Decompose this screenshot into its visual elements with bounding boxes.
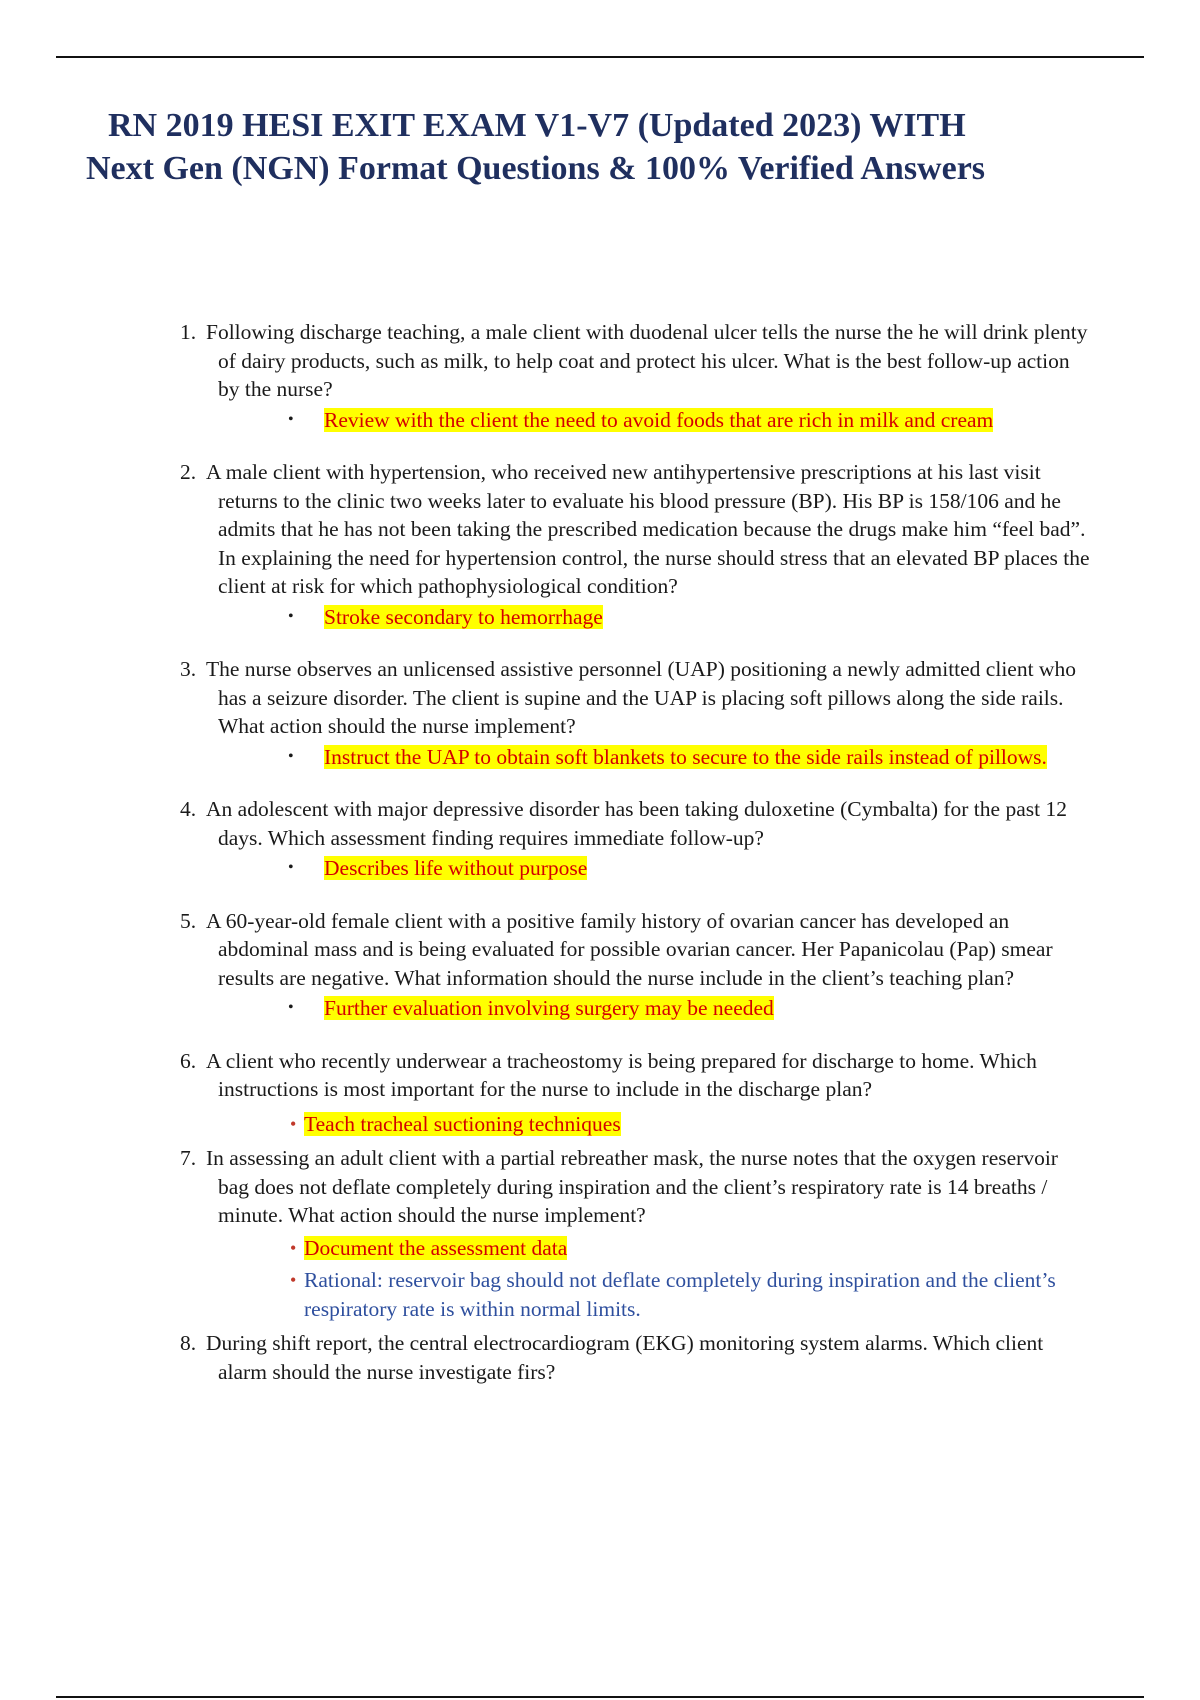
rationale-item [290, 1266, 1090, 1323]
question-2 [180, 458, 1090, 631]
answer-list [218, 854, 1090, 883]
answer-list [218, 406, 1090, 435]
question-number: 3. [180, 657, 197, 681]
question-text: A client who recently underwear a tracheostomy is being prepared for discharge to home. Which instructions is most important for the nurse to include in the discharge plan? [206, 1048, 1037, 1101]
question-8 [180, 1329, 1090, 1386]
question-number: 6. [180, 1048, 197, 1073]
answer-item [288, 406, 1090, 435]
question-text: The nurse observes an unlicensed assistive personnel (UAP) positioning a newly admitted client who has a seizure disorder. The client is supine and the UAP is placing soft pillows along the side rails. What action should the nurse implement? [206, 657, 1076, 738]
answer-item [288, 743, 1090, 772]
title-line-2: Next Gen (NGN) Format Questions & 100% Verified Answers [86, 150, 986, 187]
question-number: 4. [180, 797, 197, 821]
question-number: 1. [180, 320, 197, 344]
bullet-icon: • [290, 1237, 297, 1258]
question-number: 2. [180, 460, 197, 484]
answer-item [288, 994, 1090, 1023]
answer-item [288, 603, 1090, 632]
question-6 [180, 1047, 1090, 1139]
question-1 [180, 318, 1090, 434]
answer-text: Describes life without purpose [324, 856, 588, 880]
answer-text: Document the assessment data [304, 1235, 568, 1260]
question-4 [180, 795, 1090, 883]
bullet-icon: • [288, 859, 294, 876]
answer-list [218, 1234, 1090, 1324]
question-number: 8. [180, 1331, 197, 1355]
answer-list [218, 603, 1090, 632]
question-3 [180, 655, 1090, 771]
question-text: A 60-year-old female client with a positive family history of ovarian cancer has developed an abdominal mass and is being evaluated for possible ovarian cancer. Her Papanicolau (Pap) smear results are negative. What information should the nurse include in the client’s teaching plan? [206, 908, 1053, 990]
question-list [180, 318, 1090, 1386]
answer-text: Further evaluation involving surgery may be needed [324, 996, 774, 1020]
answer-item [288, 854, 1090, 883]
rationale-text: Rational: reservoir bag should not deflate completely during inspiration and the client’s respiratory rate is within normal limits. [304, 1268, 1056, 1321]
answer-list [218, 994, 1090, 1023]
bullet-icon: • [288, 607, 294, 625]
question-text: During shift report, the central electrocardiogram (EKG) monitoring system alarms. Which client alarm should the nurse investigate firs? [206, 1331, 1044, 1384]
answer-text: Review with the client the need to avoid foods that are rich in milk and cream [324, 407, 994, 432]
question-text: A male client with hypertension, who received new antihypertensive prescriptions at his last visit returns to the clinic two weeks later to evaluate his blood pressure (BP). His BP is 158/106 and he admits that he has not been taking the prescribed medication because the drugs make him “feel bad”. In explaining the need for hypertension control, the nurse should stress that an elevated BP places the client at risk for which pathophysiological condition? [206, 460, 1090, 598]
title-line-1: RN 2019 HESI EXIT EXAM V1-V7 (Updated 2023) WITH [108, 107, 966, 144]
answer-list [218, 743, 1090, 772]
bottom-rule [56, 1696, 1144, 1698]
question-text: In assessing an adult client with a partial rebreather mask, the nurse notes that the oxygen reservoir bag does not deflate completely during inspiration and the client’s respiratory rate is 14 breaths / minute. What action should the nurse implement? [206, 1146, 1058, 1227]
answer-item [290, 1234, 1090, 1263]
answer-item [290, 1110, 1090, 1139]
bullet-icon: • [288, 999, 294, 1016]
question-number: 5. [180, 908, 197, 933]
document-title [86, 104, 1126, 190]
answer-text: Instruct the UAP to obtain soft blankets to secure to the side rails instead of pillows. [324, 744, 1047, 769]
bullet-icon: • [290, 1113, 297, 1134]
question-5 [180, 907, 1090, 1023]
bullet-icon: • [288, 410, 294, 428]
question-text: An adolescent with major depressive disorder has been taking duloxetine (Cymbalta) for the past 12 days. Which assessment finding requires immediate follow-up? [206, 797, 1067, 850]
top-rule [56, 56, 1144, 58]
question-text: Following discharge teaching, a male client with duodenal ulcer tells the nurse the he will drink plenty of dairy products, such as milk, to help coat and protect his ulcer. What is the best follow-up action by the nurse? [206, 320, 1088, 401]
question-number: 7. [180, 1146, 197, 1170]
question-7 [180, 1144, 1090, 1323]
bullet-icon: • [290, 1270, 297, 1290]
bullet-icon: • [288, 747, 294, 765]
answer-text: Stroke secondary to hemorrhage [324, 604, 603, 629]
answer-text: Teach tracheal suctioning techniques [304, 1111, 621, 1136]
answer-list [218, 1110, 1090, 1139]
